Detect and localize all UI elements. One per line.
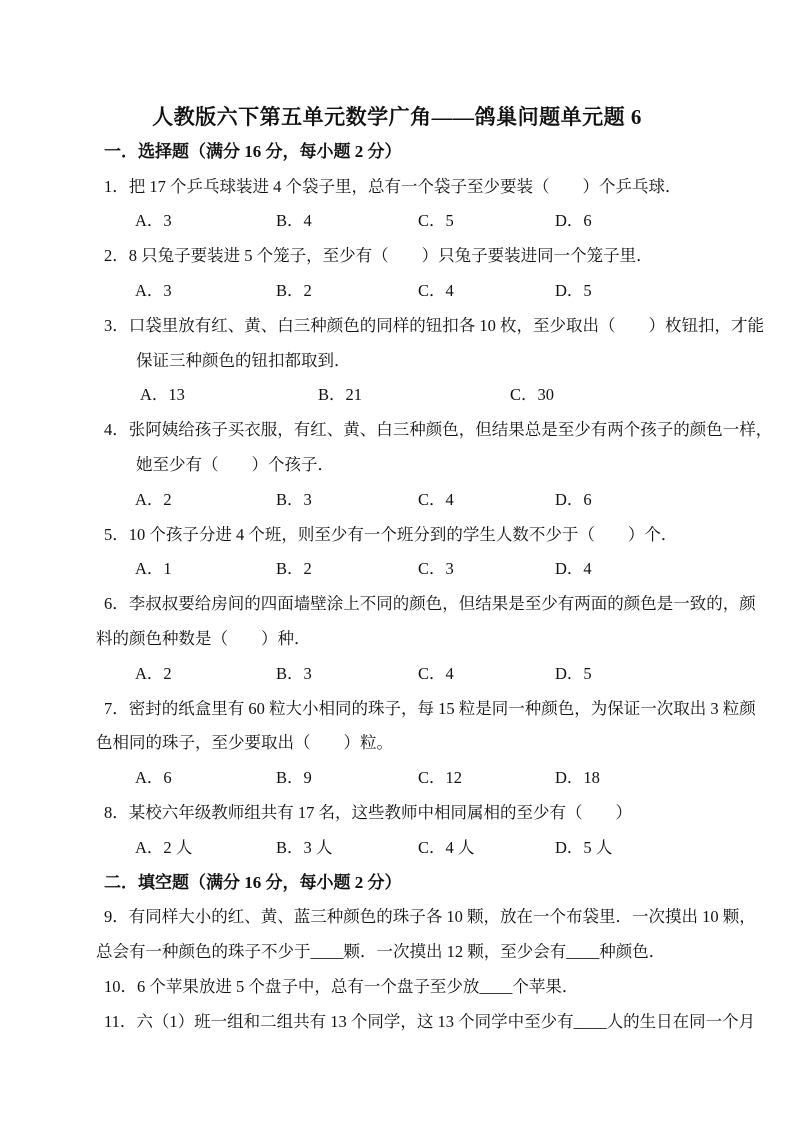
option-d: D．6	[555, 489, 592, 509]
option-c: C．3	[418, 559, 454, 579]
option-b: B．3	[276, 663, 312, 683]
option-c: C．4	[418, 663, 454, 683]
question-1-options	[135, 204, 794, 239]
option-a: A．2	[135, 663, 172, 683]
question-8-options	[135, 831, 794, 866]
question-5-options	[135, 552, 794, 587]
question-6-text-line-2: 料的颜色种数是（ ）种．	[96, 628, 311, 648]
option-b: B．2	[276, 280, 312, 300]
option-a: A．3	[135, 280, 172, 300]
question-11-text: 11．六（1）班一组和二组共有 13 个同学，这 13 个同学中至少有____人的生日在同一个月	[104, 1011, 756, 1031]
question-3-text-line-1: 3．口袋里放有红、黄、白三种颜色的同样的钮扣各 10 枚，至少取出（ ）枚钮扣，才能	[104, 315, 764, 335]
option-c: C．4	[418, 489, 454, 509]
option-d: D．6	[555, 211, 592, 231]
option-c: C．4 人	[418, 837, 475, 857]
question-9-text-line-2: 总会有一种颜色的珠子不少于____颗．一次摸出 12 颗，至少会有____种颜色．	[96, 942, 666, 962]
page-title: 人教版六下第五单元数学广角——鸽巢问题单元题 6	[152, 105, 642, 129]
option-b: B．3 人	[276, 837, 333, 857]
option-b: B．4	[276, 211, 312, 231]
option-b: B．9	[276, 768, 312, 788]
option-a: A．1	[135, 559, 172, 579]
option-a: A．2	[135, 489, 172, 509]
section-heading-fill-blank: 二．填空题（满分 16 分，每小题 2 分）	[104, 872, 402, 892]
question-3-options	[140, 378, 794, 413]
section-heading-choice: 一．选择题（满分 16 分，每小题 2 分）	[104, 141, 402, 161]
question-8-text: 8．某校六年级教师组共有 17 名，这些教师中相同属相的至少有（ ）	[104, 802, 632, 822]
question-6-text-line-1: 6．李叔叔要给房间的四面墙壁涂上不同的颜色，但结果是至少有两面的颜色是一致的，颜	[104, 594, 756, 614]
option-a: A．3	[135, 211, 172, 231]
option-d: D．5	[555, 663, 592, 683]
question-4-options	[135, 483, 794, 518]
question-1-text: 1．把 17 个乒乓球装进 4 个袋子里，总有一个袋子至少要装（ ）个乒乓球．	[104, 176, 682, 196]
option-d: D．18	[555, 768, 600, 788]
question-2-options	[135, 274, 794, 309]
option-a: A．2 人	[135, 837, 193, 857]
question-2-text: 2．8 只兔子要装进 5 个笼子，至少有（ ）只兔子要装进同一个笼子里．	[104, 246, 653, 266]
question-7-text-line-2: 色相同的珠子，至少要取出（ ）粒。	[96, 733, 393, 753]
option-d: D．5	[555, 280, 592, 300]
option-c: C．4	[418, 280, 454, 300]
question-3-text-line-2: 保证三种颜色的钮扣都取到．	[136, 350, 351, 370]
option-b: B．21	[318, 385, 363, 405]
option-d: D．5 人	[555, 837, 613, 857]
question-7-options	[135, 761, 794, 796]
option-a: A．13	[140, 385, 185, 405]
question-10-text: 10．6 个苹果放进 5 个盘子中，总有一个盘子至少放____个苹果．	[104, 976, 579, 996]
question-5-text: 5．10 个孩子分进 4 个班，则至少有一个班分到的学生人数不少于（ ）个．	[104, 524, 678, 544]
option-c: C．30	[510, 385, 555, 405]
option-b: B．3	[276, 489, 312, 509]
question-4-text-line-2: 她至少有（ ）个孩子．	[136, 454, 334, 474]
question-4-text-line-1: 4．张阿姨给孩子买衣服，有红、黄、白三种颜色，但结果总是至少有两个孩子的颜色一样，	[104, 420, 773, 440]
option-c: C．12	[418, 768, 463, 788]
question-7-text-line-1: 7．密封的纸盒里有 60 粒大小相同的珠子，每 15 粒是同一种颜色，为保证一次取出 3 粒颜	[104, 698, 756, 718]
question-6-options	[135, 657, 794, 692]
option-a: A．6	[135, 768, 172, 788]
question-9-text-line-1: 9．有同样大小的红、黄、蓝三种颜色的珠子各 10 颗，放在一个布袋里．一次摸出 10 颗，	[104, 907, 756, 927]
option-c: C．5	[418, 211, 454, 231]
option-b: B．2	[276, 559, 312, 579]
option-d: D．4	[555, 559, 592, 579]
